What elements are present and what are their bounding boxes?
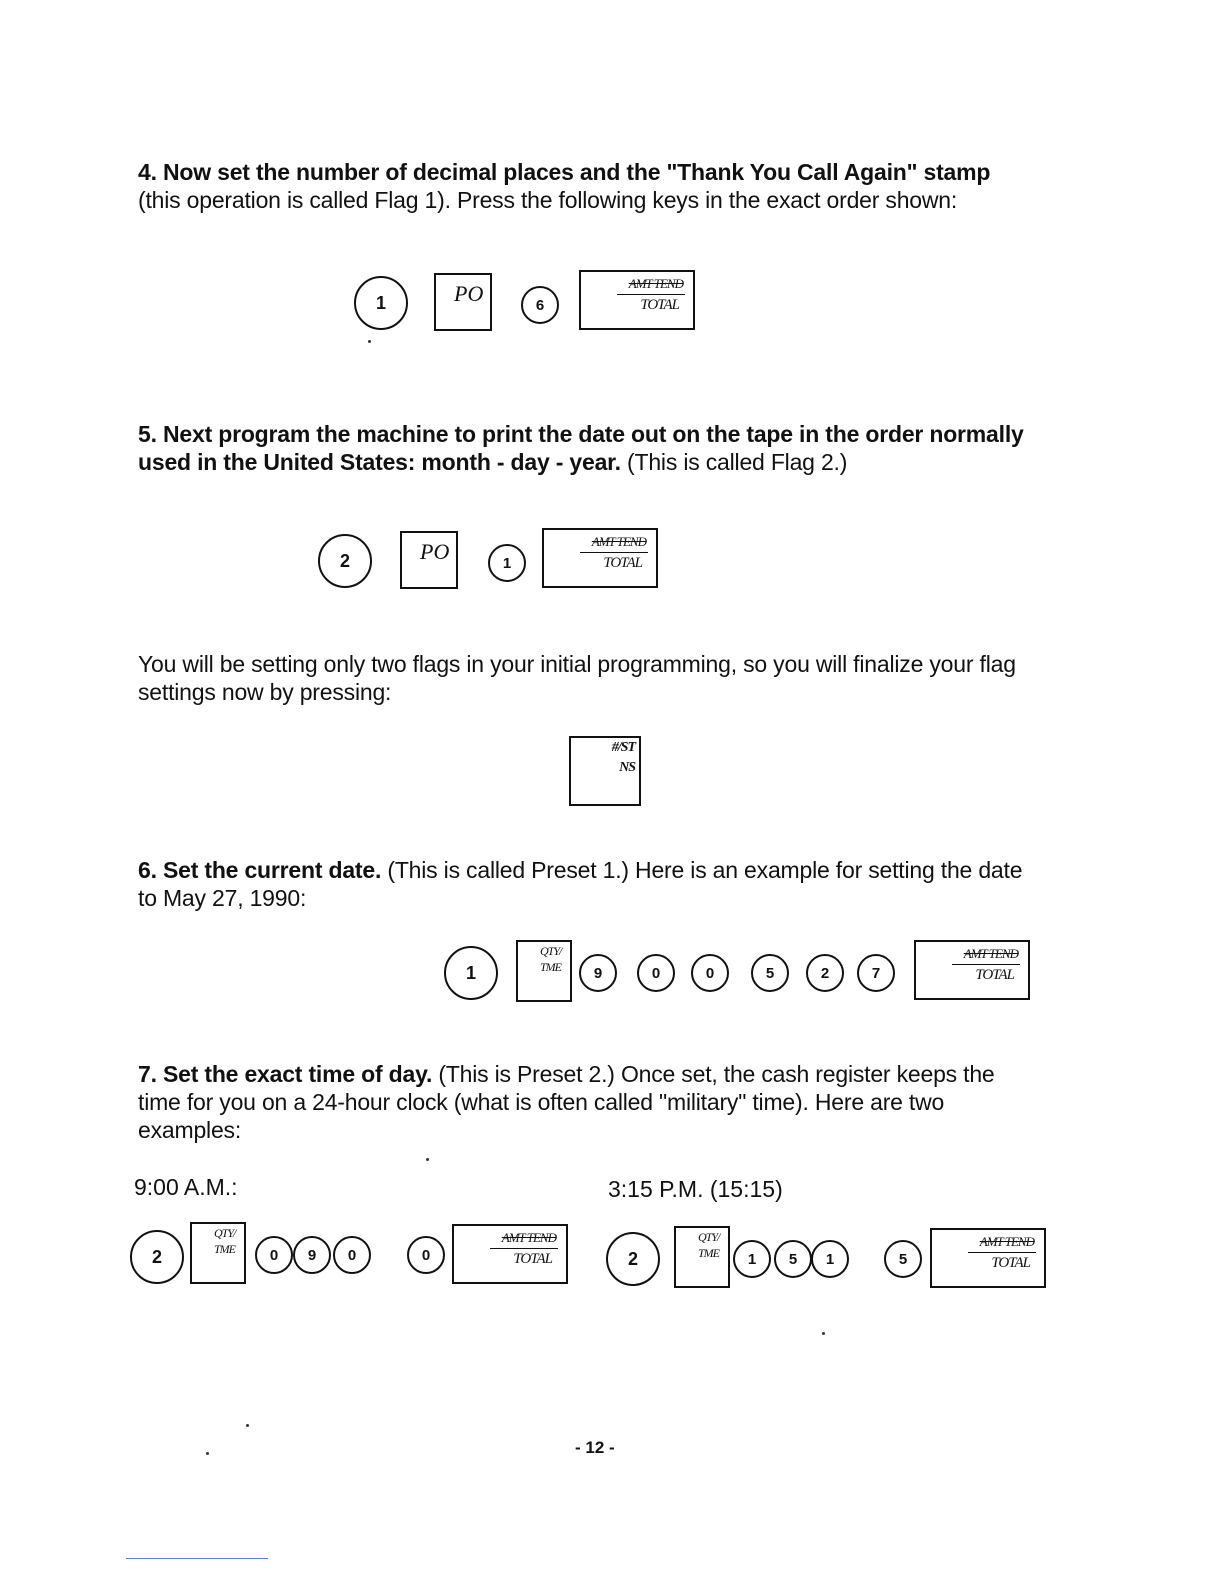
digit-key: 5 xyxy=(884,1240,922,1278)
step-5-heading: 5. Next program the machine to print the date out on the tape in the order normally used in the United States: month - day - year. xyxy=(138,421,1024,475)
po-key-label: PO xyxy=(454,281,484,306)
step-6-key-sequence xyxy=(444,940,1034,1004)
step-6-paragraph xyxy=(138,856,1038,912)
amt-tend-total-key xyxy=(542,528,658,588)
finalize-paragraph: You will be setting only two flags in your initial programming, so you will finalize your flag settings now by pressing: xyxy=(138,651,1016,705)
digit-key: 9 xyxy=(579,954,617,992)
step-5-paragraph xyxy=(138,420,1038,476)
amt-tend-label: AMT TEND xyxy=(628,276,683,291)
digit-key: 0 xyxy=(255,1236,293,1274)
key-divider xyxy=(617,294,685,295)
key-2: 2 xyxy=(318,534,372,588)
digit-key: 0 xyxy=(691,954,729,992)
digit-key: 0 xyxy=(637,954,675,992)
tme-label: TME xyxy=(698,1246,719,1260)
total-label: TOTAL xyxy=(603,555,642,571)
page-number: - 12 - xyxy=(575,1438,615,1457)
step-6-heading: 6. Set the current date. xyxy=(138,857,382,883)
scan-speck xyxy=(822,1332,825,1335)
step-4-heading: 4. Now set the number of decimal places and the "Thank You Call Again" stamp xyxy=(138,159,991,185)
key-2: 2 xyxy=(606,1232,660,1286)
step-4-text: (this operation is called Flag 1). Press the following keys in the exact order shown: xyxy=(138,187,958,213)
digit-key: 5 xyxy=(774,1240,812,1278)
footer-rule xyxy=(126,1558,268,1559)
tme-label: TME xyxy=(214,1242,235,1256)
scan-speck xyxy=(426,1158,429,1161)
key-divider xyxy=(580,552,648,553)
qty-tme-key xyxy=(674,1226,730,1288)
digit-key: 9 xyxy=(293,1236,331,1274)
digit-key: 1 xyxy=(811,1240,849,1278)
qty-label: QTY/ xyxy=(214,1226,236,1240)
po-key xyxy=(400,531,458,589)
amt-tend-total-key xyxy=(930,1228,1046,1288)
amt-tend-label: AMT TEND xyxy=(979,1234,1034,1249)
amt-tend-label: AMT TEND xyxy=(963,946,1018,961)
qty-label: QTY/ xyxy=(698,1230,720,1244)
amt-tend-total-key xyxy=(914,940,1030,1000)
key-6: 6 xyxy=(521,286,559,324)
qty-tme-key xyxy=(190,1222,246,1284)
digit-key: 0 xyxy=(407,1236,445,1274)
step-5-text: (This is called Flag 2.) xyxy=(620,449,848,475)
example-am-label: 9:00 A.M.: xyxy=(134,1174,238,1200)
step-6-text: (This is called Preset 1.) Here is an example for setting the date to May 27, 1990: xyxy=(138,857,1023,911)
total-label: TOTAL xyxy=(513,1251,552,1267)
example-am-key-sequence xyxy=(130,1222,575,1286)
digit-key: 7 xyxy=(857,954,895,992)
key-1: 1 xyxy=(354,276,408,330)
digit-key: 5 xyxy=(751,954,789,992)
digit-key: 1 xyxy=(733,1240,771,1278)
key-1: 1 xyxy=(444,946,498,1000)
amt-tend-total-key xyxy=(579,270,695,330)
key-1: 1 xyxy=(488,544,526,582)
scan-speck xyxy=(206,1452,209,1455)
key-divider xyxy=(968,1252,1036,1253)
ns-label: NS xyxy=(619,760,635,775)
example-pm-label: 3:15 P.M. (15:15) xyxy=(608,1176,783,1202)
amt-tend-label: AMT TEND xyxy=(501,1230,556,1245)
st-label: #/ST xyxy=(611,740,635,755)
digit-key: 2 xyxy=(806,954,844,992)
key-2: 2 xyxy=(130,1230,184,1284)
total-label: TOTAL xyxy=(640,297,679,313)
po-key-label: PO xyxy=(420,539,450,564)
step-7-paragraph xyxy=(138,1060,1038,1144)
qty-label: QTY/ xyxy=(540,944,562,958)
tme-label: TME xyxy=(540,960,561,974)
step-4-key-sequence xyxy=(354,270,699,334)
digit-key: 0 xyxy=(333,1236,371,1274)
st-ns-key xyxy=(569,736,641,806)
qty-tme-key xyxy=(516,940,572,1002)
scan-speck xyxy=(246,1424,249,1427)
total-label: TOTAL xyxy=(975,967,1014,983)
amt-tend-total-key xyxy=(452,1224,568,1284)
step-7-heading: 7. Set the exact time of day. xyxy=(138,1061,433,1087)
total-label: TOTAL xyxy=(991,1255,1030,1271)
step-4-paragraph xyxy=(138,158,1038,214)
key-divider xyxy=(952,964,1020,965)
po-key xyxy=(434,273,492,331)
step-5-key-sequence xyxy=(318,528,663,592)
example-pm-key-sequence xyxy=(606,1226,1051,1290)
key-divider xyxy=(490,1248,558,1249)
step-7-text: (This is Preset 2.) Once set, the cash register keeps the time for you on a 24-hour clock (what is often called "military" time). Here are two examples: xyxy=(138,1061,995,1143)
amt-tend-label: AMT TEND xyxy=(591,534,646,549)
scan-speck xyxy=(368,340,371,343)
